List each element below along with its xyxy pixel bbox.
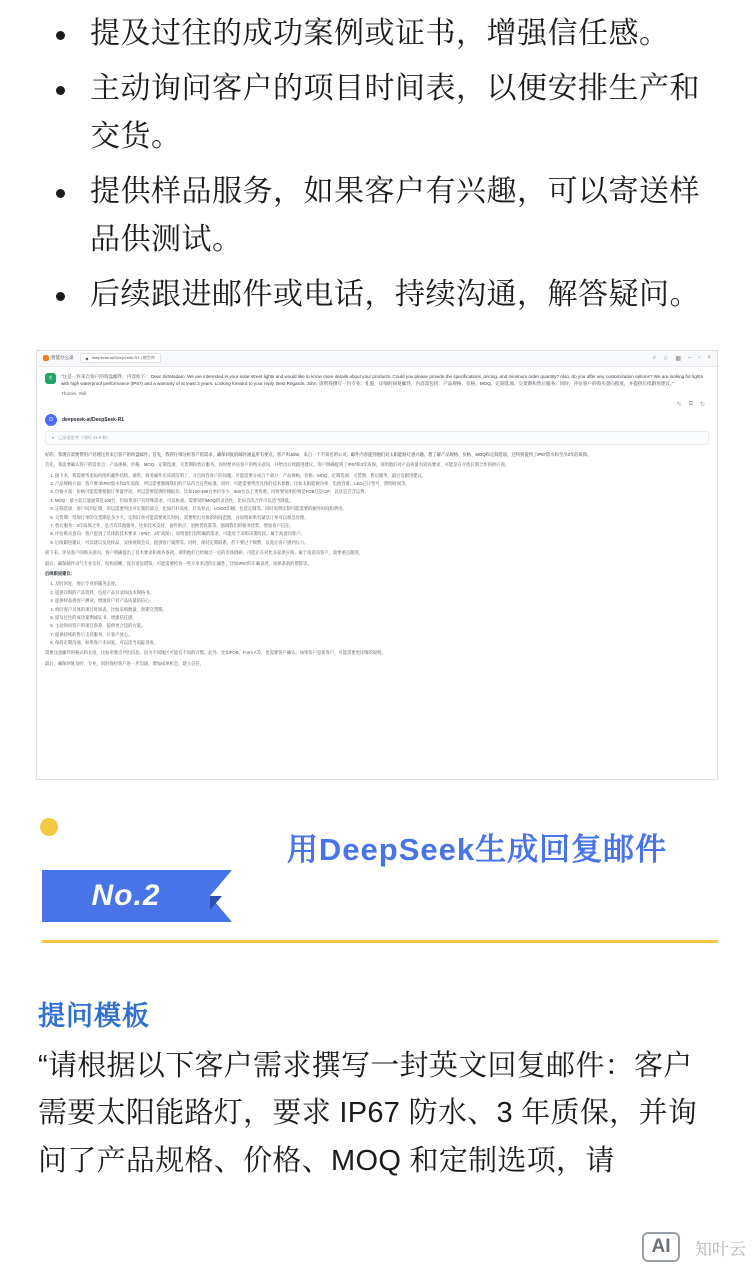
- window-controls: [653, 355, 711, 362]
- thinking-label: 已深度思考（用时 41.9 秒）: [58, 434, 111, 440]
- list-item: 4. MOQ：最小起订量通常是100台，但如果客户有特殊需求，可以协商。需要说明MOQ的灵活性，比如首次合作可以适当降低。: [55, 497, 709, 504]
- list-item: 6. 主动询问客户的项目预算，提供更合适的方案。: [55, 622, 709, 629]
- list-item: 3. 提供样品供客户测试，增强客户对产品质量的信心。: [55, 597, 709, 604]
- app-logo-label: 智能办公桌: [51, 355, 74, 361]
- list-item: 1. 接下来，我需要考虑如何组织邮件结构。通常，商务邮件应该简洁明了，分点回答客户的问题。可能需要分成几个部分：产品规格、价格、MOQ、定制选项、交货期、售后服务，最后是跟进建议。: [55, 472, 709, 479]
- section-banner: [36, 818, 718, 958]
- section-title: 用DeepSeek生成回复邮件: [286, 831, 668, 867]
- list-item: 提及过往的成功案例或证书，增强信任感。: [38, 10, 716, 59]
- close-icon[interactable]: ×: [707, 355, 711, 362]
- list-item: 8. 保持定期沟通，如果客户未回复，可以适当追踪进度。: [55, 639, 709, 646]
- list-item: 7. 提供持续的售后支持服务，让客户放心。: [55, 631, 709, 638]
- list-item: 6. 交货期：常规订单的交货期是多少天，定制订单可能需要更长时间。需要给出具体的时间范围，并说明如果有紧急订单可以加急处理。: [55, 514, 709, 521]
- answer-paragraph: 好的，我现在需要帮用户处理这封来自客户的询盘邮件。首先，我得仔细分析客户的需求，确保回复的邮件涵盖所有要点。客户叫John，来自一个不知名的公司，邮件内容提到他们对太阳能路灯感兴趣，想了解产品规格、价格、MOQ和定制选项，还特别提到了IP67防水和至少3年的质保。: [45, 451, 592, 457]
- answer-paragraph: 接下来，评估客户的购买意向。客户明确提出了技术要求和商务条款，说明他们已经做过一定的市场调研，可能正在对比多家供应商。属于高意向客户，需要重点跟进。: [45, 550, 363, 556]
- minimize-icon[interactable]: –: [688, 355, 692, 362]
- maximize-icon[interactable]: ▫: [698, 355, 701, 362]
- answer-paragraph: 首先，我需要确认客户的需求点：产品规格、价格、MOQ、定制选项、交货期和售后服务。同时要评估客户的购买意向，并给出后续跟进建议。客户明确提到了IP67和3年质保，说明他们对产品质量有较高要求，可能是在寻找长期合作的供应商。: [45, 462, 510, 468]
- app-logo: [43, 355, 74, 361]
- bookmark-icon[interactable]: ☆: [662, 355, 669, 362]
- answer-numbered-list: [45, 472, 709, 547]
- refresh-icon[interactable]: ↻: [699, 401, 705, 408]
- ai-watermark-badge: AI: [642, 1232, 680, 1262]
- answer-paragraph: 最后，确保回复及时、专业，同时保持客户进一步沟通，增加成单机会，建立信任。: [45, 660, 204, 666]
- browser-toolbar: [37, 351, 717, 367]
- message-actions: [45, 401, 709, 408]
- list-item: 1. 及时回复，展示专业的服务态度。: [55, 580, 709, 587]
- list-item: 8. 评估购买意向：客户提到了具体的技术要求（IP67、3年质保），说明他们有明确的需求，可能处于采购决策阶段。属于高意向客户。: [55, 530, 709, 537]
- assistant-name: deepseek-ai/DeepSeek-R1: [62, 416, 124, 423]
- thinking-panel[interactable]: [45, 431, 709, 445]
- search-icon[interactable]: ⌕: [652, 354, 656, 361]
- prompt-section-body: “请根据以下客户需求撰写一封英文回复邮件：客户需要太阳能路灯，要求 IP67 防水、3 年质保，并询问了产品规格、价格、MOQ 和定制选项，请: [38, 1049, 698, 1177]
- section-number-tag: No.2: [42, 870, 210, 922]
- answer-paragraph: 需要注意邮件的格式和长度，比如用要点列出信息，因为不同地区可能有不同的习惯。此外，比如FOB、Form A等，也需要客户确认。如果客户是新客户，可能需要更详细的说明。: [45, 650, 386, 656]
- tips-bullet-list: [0, 0, 754, 320]
- embedded-screenshot: [36, 350, 718, 780]
- user-message: [45, 373, 709, 398]
- edit-icon[interactable]: ✎: [676, 401, 682, 408]
- browser-tab-label: deepseek-ai/DeepSeek-R1 | 模型库: [91, 355, 155, 361]
- list-item: 后续跟进邮件或电话，持续沟通，解答疑问。: [38, 271, 716, 320]
- list-item: 5. 定制选项：客户问到定制，所以需要列出可定制的部分，比如灯杆高度、灯头样式、LOGO印刷、包装定制等。同时说明定制可能需要的额外时间和费用。: [55, 505, 709, 512]
- prompt-section-title: 提问模板: [38, 1000, 150, 1031]
- user-avatar: 用: [45, 373, 56, 384]
- list-item: 7. 售后服务：3年质保之外，是否有其他服务，比如技术支持、备件供应、退换货政策等。强调我们的服务优势，增加客户信任。: [55, 522, 709, 529]
- assistant-answer: [45, 451, 709, 667]
- browser-tab[interactable]: [80, 353, 161, 363]
- suggestions-list: [45, 580, 709, 646]
- chat-body: [37, 367, 717, 677]
- answer-paragraph: 最后，确保邮件语气专业友好，结构清晰，没有语法错误。可能需要检查一些专业术语的正确性，比如IP67的正确表述，质保条款的措辞等。: [45, 560, 312, 566]
- suggestions-title: 后续跟进建议：: [45, 570, 76, 576]
- logo-icon: [43, 355, 49, 361]
- tag-notch-shape: [210, 896, 222, 910]
- list-item: 3. 价格方面：价格可能需要根据订单量浮动，所以需要提供阶梯报价。比如100-499台单价多少，500台以上更优惠。同时要说明价格是FOB还是CIF，以及是否含运费。: [55, 488, 709, 495]
- divider: [42, 940, 718, 943]
- site-watermark: 知叶云: [695, 1240, 746, 1259]
- list-item: 主动询问客户的项目时间表，以便安排生产和交货。: [38, 65, 716, 162]
- grid-icon[interactable]: ▦: [675, 355, 681, 362]
- list-item: 2. 提供详细的产品资料，包括产品目录和技术规格书。: [55, 589, 709, 596]
- list-item: 9. 后续跟进建议：可以建议发送样品、安排视频会议、提供客户案例等。同时，保持定期联系，但不要过于频繁，以免让客户感到压力。: [55, 539, 709, 546]
- decor-dot-icon: [40, 818, 58, 836]
- copy-icon[interactable]: ⧉: [688, 400, 693, 407]
- list-item: 提供样品服务，如果客户有兴趣，可以寄送样品供测试。: [38, 168, 716, 265]
- list-item: 4. 询问客户具体的项目时间表，比如采购数量、预期交货期。: [55, 606, 709, 613]
- assistant-avatar: D: [45, 414, 57, 426]
- chevron-down-icon: ▾: [52, 435, 55, 441]
- user-message-signature: Thanks, Will: [61, 391, 87, 397]
- user-message-text: [61, 373, 709, 398]
- list-item: 5. 提及过往的成功案例或证书，增强信任感。: [55, 614, 709, 621]
- user-message-body: “这是一封来自客户的询盘邮件，内容如下： Dear Sir/Madam, We are interested in your solar street lights and would like to know more details about your products. Could you please provide the specifications, pricing, and minimum order quantity? Also, do you offer any customization options? We are looking for lights with high waterproof performance (IP67) and a warranty of at least 3 years. Looking forward to your reply. Best Regards, John. 请帮我撰写一封专业、礼貌、详细的回复邮件，内容需包括：产品规格、价格、MOQ、定制选项、交货期和售后服务。同时，评估客户的购买意向程度，并提供后续跟进建议。”: [61, 373, 703, 386]
- tab-favicon-icon: ◆: [85, 355, 89, 361]
- list-item: 2. 产品规格方面：客户要求IP67防水和3年质保，所以需要强调我们的产品符合这些标准。同时，可能需要列出具体的技术参数，比如太阳能板功率、电池容量、LED芯片型号、照明时间等。: [55, 480, 709, 487]
- assistant-header: [45, 414, 709, 426]
